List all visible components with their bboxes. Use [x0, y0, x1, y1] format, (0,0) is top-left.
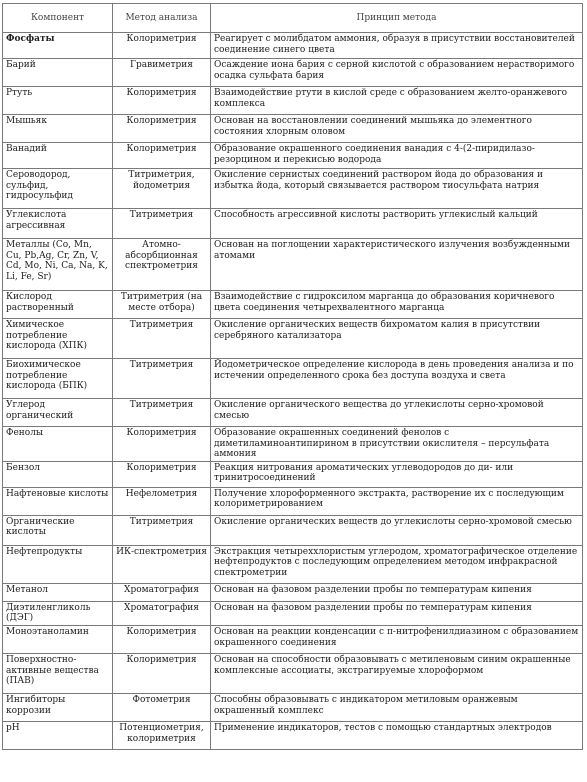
row-principle-cell: Основан на восстановлении соединений мышьяка до элементного состояния хлорным оловом	[211, 115, 583, 143]
row-component-cell: Нефтепродукты	[3, 545, 113, 583]
document-page	[0, 3, 587, 782]
table-row	[3, 583, 583, 601]
row-principle-cell: Йодометрическое определение кислорода в день проведения анализа и по истечении определенного срока без доступа воздуха и света	[211, 359, 583, 399]
row-method-cell: Колориметрия	[113, 653, 211, 693]
row-method-cell: Титриметрия	[113, 515, 211, 545]
row-principle-cell: Образование окрашенного соединения ванадия с 4-(2-пиридилазо-резорцином и перекисью водорода	[211, 143, 583, 169]
row-method-cell: Титриметрия, йодометрия	[113, 169, 211, 209]
row-component-cell: Бензол	[3, 461, 113, 487]
row-component-cell: Ртуть	[3, 87, 113, 115]
row-method-cell: Хроматография	[113, 583, 211, 601]
table-row	[3, 59, 583, 87]
table-row	[3, 33, 583, 59]
row-component-cell: Углерод органический	[3, 399, 113, 427]
table-row	[3, 487, 583, 515]
row-component-cell: Барий	[3, 59, 113, 87]
table-row	[3, 545, 583, 583]
row-method-cell: Титриметрия (на месте отбора)	[113, 291, 211, 319]
header-method: Метод анализа	[113, 4, 211, 33]
row-principle-cell: Применение индикаторов, тестов с помощью стандартных электродов	[211, 721, 583, 749]
row-principle-cell: Образование окрашенных соединений фенолов с диметиламиноантипирином в присутствии окислителя – персульфата аммония	[211, 427, 583, 462]
row-component-cell: Сероводород, сульфид, гидросульфид	[3, 169, 113, 209]
header-component: Компонент	[3, 4, 113, 33]
row-method-cell: Титриметрия	[113, 359, 211, 399]
row-principle-cell: Получение хлороформенного экстракта, растворение их с последующим колориметрированием	[211, 487, 583, 515]
row-component-cell: Фенолы	[3, 427, 113, 462]
row-component-cell: Кислород растворенный	[3, 291, 113, 319]
row-principle-cell: Окисление сернистых соединений раствором йода до образования и избытка йода, который связывается раствором тиосульфата натрия	[211, 169, 583, 209]
row-principle-cell: Способность агрессивной кислоты растворить углекислый кальций	[211, 209, 583, 239]
table-header-row	[3, 4, 583, 33]
row-principle-cell: Основан на способности образовывать с метиленовым синим окрашенные комплексные ассоциаты, экстрагируемые хлороформом	[211, 653, 583, 693]
row-component-cell: Органические кислоты	[3, 515, 113, 545]
row-component-cell: Диэтиленгликоль (ДЭГ)	[3, 601, 113, 625]
row-component-cell: pH	[3, 721, 113, 749]
row-method-cell: Титриметрия	[113, 399, 211, 427]
row-principle-cell: Основан на фазовом разделении пробы по температурам кипения	[211, 601, 583, 625]
row-method-cell: Колориметрия	[113, 427, 211, 462]
row-method-cell: Гравиметрия	[113, 59, 211, 87]
row-principle-cell: Взаимодействие с гидроксилом марганца до образования коричневого цвета соединения четырехвалентного марганца	[211, 291, 583, 319]
row-component-cell: Фосфаты	[3, 33, 113, 59]
table-row	[3, 115, 583, 143]
row-principle-cell: Взаимодействие ртути в кислой среде с образованием желто-оранжевого комплекса	[211, 87, 583, 115]
table-row	[3, 515, 583, 545]
row-method-cell: Титриметрия	[113, 319, 211, 359]
table-row	[3, 653, 583, 693]
row-method-cell: Атомно-абсорбционная спектрометрия	[113, 239, 211, 291]
row-component-cell: Нафтеновые кислоты	[3, 487, 113, 515]
table-row	[3, 87, 583, 115]
row-component-cell: Моноэтаноламин	[3, 625, 113, 653]
table-row	[3, 399, 583, 427]
table-row	[3, 427, 583, 462]
row-component-cell: Метанол	[3, 583, 113, 601]
row-principle-cell: Окисление органического вещества до углекислоты серно-хромовой смесью	[211, 399, 583, 427]
table-row	[3, 721, 583, 749]
table-row	[3, 143, 583, 169]
row-method-cell: Титриметрия	[113, 209, 211, 239]
table-body	[3, 33, 583, 750]
table-row	[3, 291, 583, 319]
row-component-cell: Поверхностно-активные вещества (ПАВ)	[3, 653, 113, 693]
row-method-cell: Колориметрия	[113, 87, 211, 115]
row-component-cell: Биохимическое потребление кислорода (БПК)	[3, 359, 113, 399]
row-component-cell: Мышьяк	[3, 115, 113, 143]
row-method-cell: Хроматография	[113, 601, 211, 625]
row-principle-cell: Основан на фазовом разделении пробы по температурам кипения	[211, 583, 583, 601]
row-principle-cell: Окисление органических веществ до углекислоты серно-хромовой смесью	[211, 515, 583, 545]
row-component-cell: Углекислота агрессивная	[3, 209, 113, 239]
row-method-cell: ИК-спектрометрия	[113, 545, 211, 583]
table-row	[3, 693, 583, 721]
row-principle-cell: Осаждение иона бария с серной кислотой с образованием нерастворимого осадка сульфата бария	[211, 59, 583, 87]
table-row	[3, 461, 583, 487]
analysis-methods-table	[2, 3, 583, 750]
row-principle-cell: Реакция нитрования ароматических углеводородов до ди- или тринитросоединений	[211, 461, 583, 487]
row-method-cell: Колориметрия	[113, 115, 211, 143]
table-row	[3, 209, 583, 239]
table-row	[3, 359, 583, 399]
row-component-cell: Металлы (Со, Mn, Cu, Pb,Ag, Cr, Zn, V, Cd, Mo, Ni, Ca, Na, K, Li, Fe, Sr)	[3, 239, 113, 291]
row-principle-cell: Экстракция четыреххлористым углеродом, хроматографическое отделение нефтепродуктов с последующим определением методом инфракрасной спектрометрии	[211, 545, 583, 583]
row-principle-cell: Основан на поглощении характеристического излучения возбужденными атомами	[211, 239, 583, 291]
row-method-cell: Потенциометрия, колориметрия	[113, 721, 211, 749]
table-row	[3, 601, 583, 625]
row-method-cell: Колориметрия	[113, 461, 211, 487]
row-method-cell: Нефелометрия	[113, 487, 211, 515]
row-component-cell: Ингибиторы коррозии	[3, 693, 113, 721]
table-row	[3, 169, 583, 209]
row-principle-cell: Окисление органических веществ бихроматом калия в присутствии серебряного катализатора	[211, 319, 583, 359]
table-row	[3, 625, 583, 653]
row-component-cell: Ванадий	[3, 143, 113, 169]
row-method-cell: Фотометрия	[113, 693, 211, 721]
row-component-cell: Химическое потребление кислорода (ХПК)	[3, 319, 113, 359]
table-row	[3, 319, 583, 359]
row-principle-cell: Способны образовывать с индикатором метиловым оранжевым окрашенный комплекс	[211, 693, 583, 721]
row-method-cell: Колориметрия	[113, 33, 211, 59]
table-row	[3, 239, 583, 291]
row-principle-cell: Реагирует с молибдатом аммония, образуя в присутствии восстановителей соединение синего цвета	[211, 33, 583, 59]
row-method-cell: Колориметрия	[113, 143, 211, 169]
header-principle: Принцип метода	[211, 4, 583, 33]
row-method-cell: Колориметрия	[113, 625, 211, 653]
row-principle-cell: Основан на реакции конденсации с п-нитрофенилдиазином с образованием окрашенного соединения	[211, 625, 583, 653]
